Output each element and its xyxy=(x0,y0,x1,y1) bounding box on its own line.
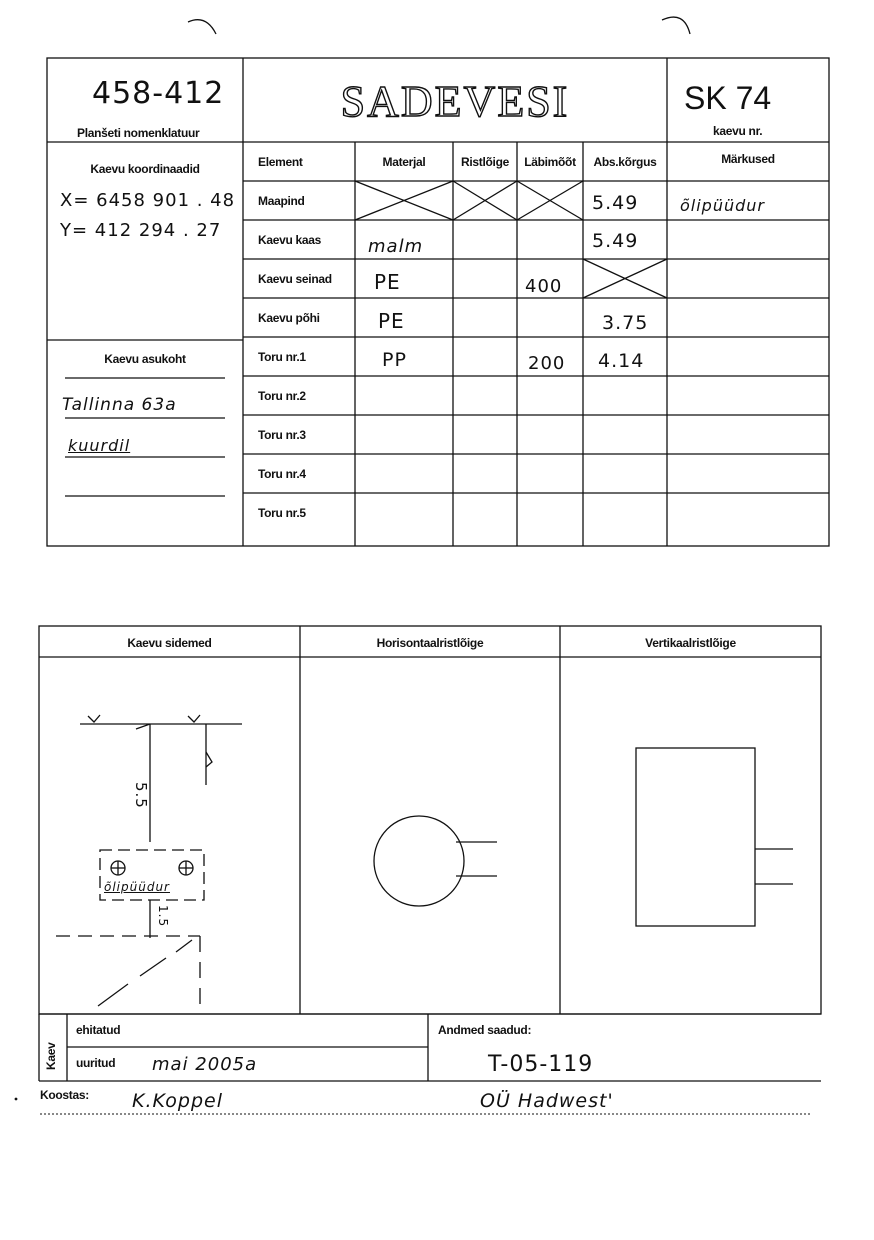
horizontal-section-label: Horisontaalristlõige xyxy=(376,636,484,650)
dimension-label: 1.5 xyxy=(156,905,170,928)
table-row-element: Toru nr.3 xyxy=(258,428,306,442)
table-row-element: Kaevu põhi xyxy=(258,311,320,325)
table-row-element: Toru nr.4 xyxy=(258,467,306,481)
col-header-remarks: Märkused xyxy=(721,152,775,166)
surveyed-label: uuritud xyxy=(76,1056,116,1070)
coordinates-label: Kaevu koordinaadid xyxy=(90,162,200,176)
location-line-1: Tallinna 63a xyxy=(62,395,177,415)
sheet-nomenclature-value: 458-412 xyxy=(92,76,225,111)
coordinate-y: Y= 412 294 . 27 xyxy=(60,220,222,241)
surveyed-value: mai 2005a xyxy=(152,1054,258,1075)
well-number-label: kaevu nr. xyxy=(713,124,763,138)
col-header-diameter: Läbimõõt xyxy=(524,155,576,169)
data-received-label: Andmed saadud: xyxy=(438,1023,532,1037)
table-row-element: Kaevu seinad xyxy=(258,272,332,286)
punch-mark-left xyxy=(188,20,216,34)
diameter-value: 200 xyxy=(528,353,566,374)
data-received-value: T-05-119 xyxy=(488,1052,594,1077)
col-header-element: Element xyxy=(258,155,303,169)
table-row-element: Toru nr.1 xyxy=(258,350,306,364)
diameter-value: 400 xyxy=(525,276,563,297)
table-row-element: Toru nr.5 xyxy=(258,506,306,520)
material-value: PE xyxy=(378,309,405,333)
abs-height-value: 4.14 xyxy=(598,350,645,372)
company-value: OÜ Hadwest' xyxy=(480,1090,614,1112)
table-row-element: Maapind xyxy=(258,194,305,208)
remarks-value: õlipüüdur xyxy=(680,196,765,215)
oil-trap-note: õlipüüdur xyxy=(104,880,170,894)
sheet-nomenclature-label: Planšeti nomenklatuur xyxy=(77,126,200,140)
abs-height-value: 5.49 xyxy=(592,230,639,252)
well-number-value: SK 74 xyxy=(684,80,772,116)
col-header-abs-height: Abs.kõrgus xyxy=(593,155,657,169)
vertical-section-label: Vertikaalristlõige xyxy=(645,636,736,650)
col-header-cross-section: Ristlõige xyxy=(461,155,509,169)
punch-mark-right xyxy=(662,17,690,34)
compiled-value: K.Koppel xyxy=(132,1090,223,1112)
location-label: Kaevu asukoht xyxy=(104,352,186,366)
table-row-element: Toru nr.2 xyxy=(258,389,306,403)
table-row-element: Kaevu kaas xyxy=(258,233,322,247)
page-title: SADEVESI xyxy=(340,77,570,126)
drawings-frame xyxy=(39,626,821,1014)
compiled-label: Koostas: xyxy=(40,1088,89,1102)
abs-height-value: 5.49 xyxy=(592,192,639,214)
col-header-material: Materjal xyxy=(382,155,426,169)
kaev-label: Kaev xyxy=(44,1042,58,1070)
coordinate-x: X= 6458 901 . 48 xyxy=(60,190,236,211)
ties-label: Kaevu sidemed xyxy=(127,636,212,650)
material-value: PE xyxy=(374,270,401,294)
location-line-2: kuurdil xyxy=(68,436,131,455)
abs-height-value: 3.75 xyxy=(602,312,649,334)
material-value: malm xyxy=(368,236,424,257)
built-label: ehitatud xyxy=(76,1023,121,1037)
dimension-label: 5.5 xyxy=(132,782,150,809)
material-value: PP xyxy=(382,349,407,371)
